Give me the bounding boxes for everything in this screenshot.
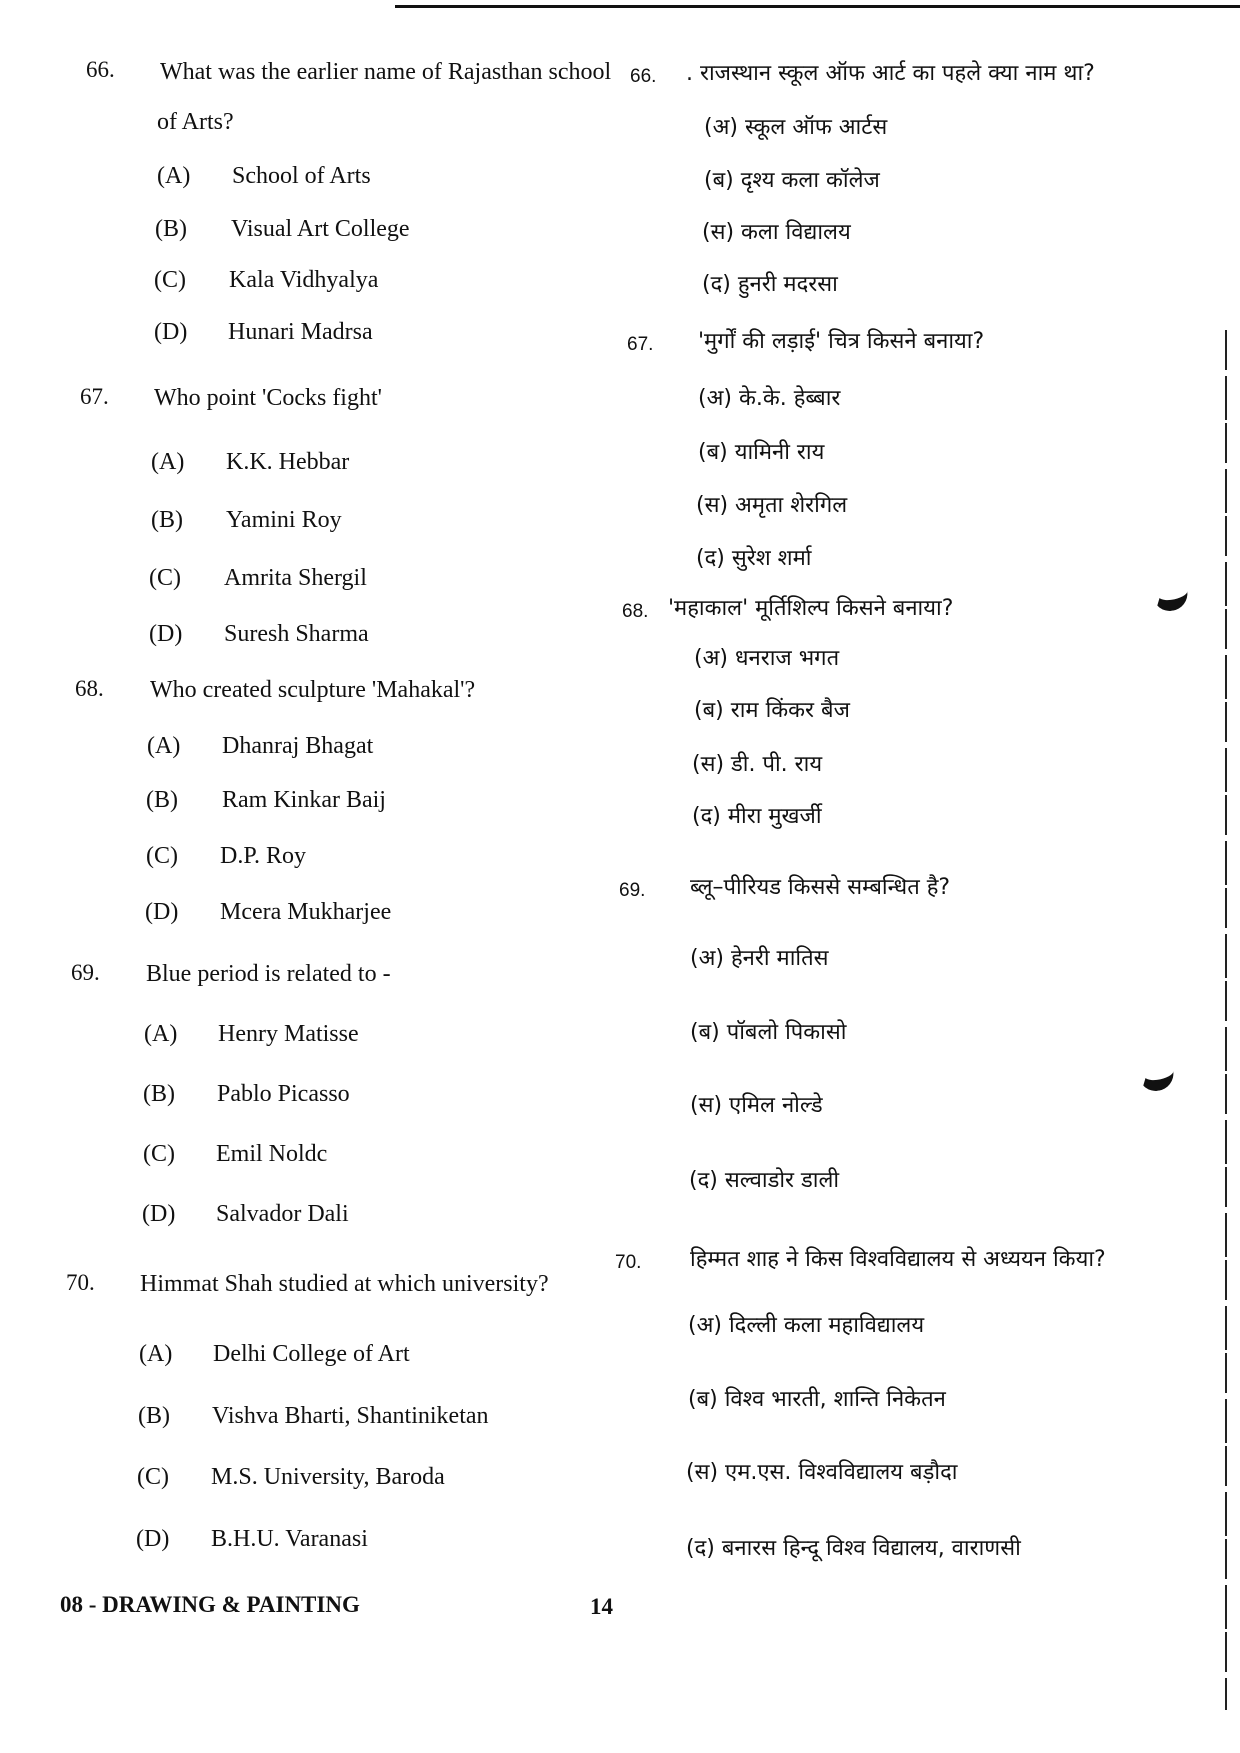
option-text: Visual Art College [231,216,410,242]
question-number: 70. [66,1270,95,1295]
option-text: (स) एमिल नोल्डे [690,1093,823,1118]
question-text: 'महाकाल' मूर्तिशिल्प किसने बनाया? [668,596,954,621]
question-number: 69. [71,960,100,985]
question-text: . राजस्थान स्कूल ऑफ आर्ट का पहले क्या नाम था? [686,61,1095,86]
option-text: K.K. Hebbar [226,449,350,475]
question-number: 70. [615,1252,642,1273]
question-number: 68. [622,601,649,622]
option-text: B.H.U. Varanasi [211,1526,368,1552]
option-text: (ब) यामिनी राय [698,440,825,465]
option-text: (ब) दृश्य कला कॉलेज [704,168,880,193]
option-text: Henry Matisse [218,1021,359,1047]
question-number: 66. [86,57,115,82]
option-text: (स) डी. पी. राय [692,752,823,777]
option-text: Mcera Mukharjee [220,899,392,925]
question-text: of Arts? [157,109,234,135]
option-text: (स) एम.एस. विश्वविद्यालय बड़ौदा [686,1460,958,1485]
option-text: (द) सल्वाडोर डाली [689,1168,840,1193]
option-text: (अ) हेनरी मातिस [690,946,829,971]
option-label: (C) [143,1141,175,1167]
option-text: (ब) विश्व भारती, शान्ति निकेतन [688,1387,946,1412]
option-text: (द) हुनरी मदरसा [702,272,838,297]
option-label: (B) [146,787,178,813]
question-text: Who point 'Cocks fight' [154,385,382,411]
option-label: (C) [149,565,181,591]
question-number: 68. [75,676,104,701]
tick-mark-icon [1149,568,1189,613]
option-label: (C) [154,267,186,293]
right-margin-rule [1225,330,1227,1710]
question-text: What was the earlier name of Rajasthan school [160,59,612,85]
option-label: (D) [136,1526,170,1552]
footer-subject: 08 - DRAWING & PAINTING [60,1592,360,1617]
option-label: (D) [154,319,188,345]
option-label: (D) [142,1201,176,1227]
option-text: Delhi College of Art [213,1341,410,1367]
option-text: Ram Kinkar Baij [222,787,386,813]
option-text: Suresh Sharma [224,621,369,647]
option-label: (A) [147,733,181,759]
option-text: (द) बनारस हिन्दू विश्व विद्यालय, वाराणसी [686,1536,1021,1561]
question-number: 66. [630,66,657,87]
question-number: 67. [627,334,654,355]
option-label: (B) [138,1403,170,1429]
option-text: Dhanraj Bhagat [222,733,374,759]
option-text: Salvador Dali [216,1201,349,1227]
option-label: (A) [151,449,185,475]
option-text: M.S. University, Baroda [211,1464,445,1490]
option-text: (ब) राम किंकर बैज [694,698,850,723]
option-text: Yamini Roy [226,507,342,533]
option-label: (C) [146,843,178,869]
option-text: Vishva Bharti, Shantiniketan [212,1403,489,1429]
option-text: Pablo Picasso [217,1081,350,1107]
question-text: Blue period is related to - [146,961,391,987]
question-number: 67. [80,384,109,409]
option-label: (B) [155,216,187,242]
option-label: (D) [149,621,183,647]
question-text: हिम्मत शाह ने किस विश्वविद्यालय से अध्ययन किया? [690,1247,1106,1272]
option-text: (अ) दिल्ली कला महाविद्यालय [688,1313,925,1338]
option-text: (स) कला विद्यालय [702,220,851,245]
option-text: (अ) धनराज भगत [694,646,840,671]
question-number: 69. [619,880,646,901]
option-label: (A) [157,163,191,189]
option-label: (C) [137,1464,169,1490]
question-text: Himmat Shah studied at which university? [140,1271,549,1297]
question-text: 'मुर्गों की लड़ाई' चित्र किसने बनाया? [698,329,985,354]
option-text: (द) मीरा मुखर्जी [692,804,822,829]
option-label: (B) [143,1081,175,1107]
option-text: Emil Noldc [216,1141,328,1167]
option-text: School of Arts [232,163,371,189]
page-number: 14 [590,1594,613,1619]
option-label: (D) [145,899,179,925]
option-text: Kala Vidhyalya [229,267,379,293]
option-text: (अ) के.के. हेब्बार [698,386,841,411]
option-label: (A) [144,1021,178,1047]
option-label: (B) [151,507,183,533]
question-text: ब्लू–पीरियड किससे सम्बन्धित है? [690,875,951,900]
option-label: (A) [139,1341,173,1367]
option-text: (ब) पॉबलो पिकासो [690,1020,847,1045]
tick-mark-icon [1135,1048,1175,1093]
option-text: Amrita Shergil [224,565,367,591]
option-text: D.P. Roy [220,843,307,869]
option-text: (स) अमृता शेरगिल [696,493,848,518]
top-rule [395,5,1240,8]
option-text: Hunari Madrsa [228,319,373,345]
option-text: (द) सुरेश शर्मा [696,546,812,571]
option-text: (अ) स्कूल ऑफ आर्टस [704,115,888,140]
question-text: Who created sculpture 'Mahakal'? [150,677,476,703]
